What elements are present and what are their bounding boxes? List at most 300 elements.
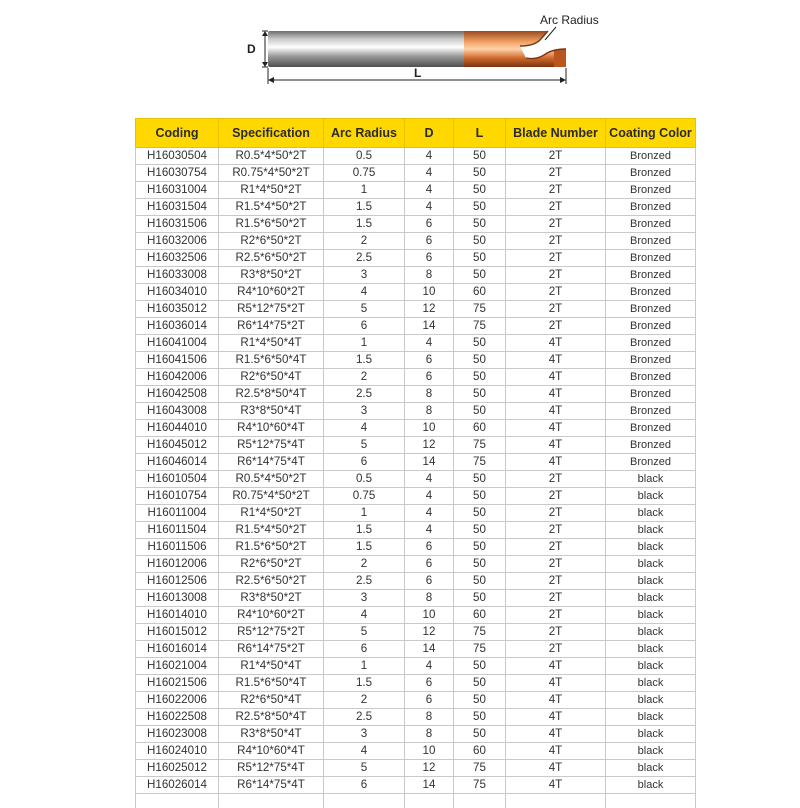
cell-d: 4 (405, 505, 454, 522)
cell-specification: R6*14*75*2T (219, 641, 324, 658)
cell-l: 50 (454, 522, 506, 539)
cell-l: 50 (454, 709, 506, 726)
cell-blade-number: 2T (506, 539, 606, 556)
cell-arc-radius: 6 (324, 318, 405, 335)
cell-arc-radius: 1 (324, 182, 405, 199)
cell-coding: H16043008 (136, 403, 219, 420)
table-row (136, 165, 696, 182)
cell-d: 4 (405, 165, 454, 182)
cell-blade-number: 2T (506, 301, 606, 318)
cell-d: 8 (405, 267, 454, 284)
table-row (136, 726, 696, 743)
cell-l: 75 (454, 641, 506, 658)
cell-arc-radius: 2.5 (324, 250, 405, 267)
cell-empty (219, 794, 324, 808)
cell-l: 50 (454, 199, 506, 216)
table-row (136, 267, 696, 284)
cell-coating-color: black (606, 709, 696, 726)
header-d: D (405, 119, 454, 148)
cell-specification: R1*4*50*2T (219, 182, 324, 199)
cell-specification: R5*12*75*4T (219, 760, 324, 777)
table-header-row (136, 119, 696, 148)
cell-arc-radius: 6 (324, 777, 405, 794)
cell-coating-color: Bronzed (606, 386, 696, 403)
cell-l: 50 (454, 590, 506, 607)
cell-blade-number: 2T (506, 624, 606, 641)
table-row (136, 743, 696, 760)
cell-arc-radius: 5 (324, 624, 405, 641)
cell-blade-number: 2T (506, 199, 606, 216)
cell-blade-number: 2T (506, 471, 606, 488)
cell-coating-color: Bronzed (606, 284, 696, 301)
table-row (136, 488, 696, 505)
cell-l: 75 (454, 624, 506, 641)
cell-l: 50 (454, 403, 506, 420)
cell-l: 60 (454, 420, 506, 437)
cell-specification: R1*4*50*4T (219, 658, 324, 675)
cell-coating-color: Bronzed (606, 437, 696, 454)
table-row (136, 556, 696, 573)
table-row (136, 675, 696, 692)
cell-blade-number: 4T (506, 437, 606, 454)
cell-d: 14 (405, 641, 454, 658)
cell-specification: R6*14*75*2T (219, 318, 324, 335)
cell-empty (506, 794, 606, 808)
table-row (136, 199, 696, 216)
cell-coding: H16031506 (136, 216, 219, 233)
cell-coding: H16015012 (136, 624, 219, 641)
cell-arc-radius: 2 (324, 369, 405, 386)
cell-specification: R2.5*6*50*2T (219, 250, 324, 267)
cell-blade-number: 4T (506, 709, 606, 726)
cell-d: 6 (405, 352, 454, 369)
cell-coding: H16026014 (136, 777, 219, 794)
arc-radius-label: Arc Radius (540, 13, 599, 27)
cell-coating-color: Bronzed (606, 267, 696, 284)
table-row (136, 454, 696, 471)
cell-l: 50 (454, 573, 506, 590)
cell-l: 60 (454, 284, 506, 301)
table-row (136, 692, 696, 709)
cell-d: 6 (405, 369, 454, 386)
cell-coating-color: Bronzed (606, 369, 696, 386)
cell-arc-radius: 2 (324, 692, 405, 709)
header-coding: Coding (136, 119, 219, 148)
cell-d: 4 (405, 199, 454, 216)
cell-blade-number: 2T (506, 556, 606, 573)
cell-blade-number: 2T (506, 590, 606, 607)
cell-specification: R1.5*4*50*2T (219, 522, 324, 539)
cell-coating-color: Bronzed (606, 454, 696, 471)
cell-coating-color: black (606, 675, 696, 692)
cell-coating-color: black (606, 539, 696, 556)
cell-coating-color: black (606, 573, 696, 590)
cell-arc-radius: 2.5 (324, 386, 405, 403)
cell-coding: H16041506 (136, 352, 219, 369)
cell-d: 8 (405, 709, 454, 726)
cell-coating-color: black (606, 505, 696, 522)
cell-d: 4 (405, 182, 454, 199)
table-row (136, 250, 696, 267)
cell-specification: R2.5*8*50*4T (219, 386, 324, 403)
cell-arc-radius: 6 (324, 454, 405, 471)
cell-coating-color: black (606, 743, 696, 760)
cell-l: 50 (454, 216, 506, 233)
cell-specification: R1.5*6*50*4T (219, 352, 324, 369)
cell-d: 8 (405, 386, 454, 403)
cell-coding: H16022006 (136, 692, 219, 709)
cell-d: 4 (405, 148, 454, 165)
cell-specification: R6*14*75*4T (219, 777, 324, 794)
cell-arc-radius: 3 (324, 590, 405, 607)
cell-blade-number: 4T (506, 403, 606, 420)
header-l: L (454, 119, 506, 148)
cell-coding: H16031504 (136, 199, 219, 216)
cell-d: 4 (405, 658, 454, 675)
cell-arc-radius: 0.5 (324, 148, 405, 165)
cell-coating-color: Bronzed (606, 352, 696, 369)
cell-d: 6 (405, 233, 454, 250)
cell-l: 50 (454, 488, 506, 505)
cell-l: 50 (454, 556, 506, 573)
table-row (136, 437, 696, 454)
cell-blade-number: 2T (506, 318, 606, 335)
cell-specification: R2.5*8*50*4T (219, 709, 324, 726)
cell-coding: H16042508 (136, 386, 219, 403)
cell-blade-number: 2T (506, 607, 606, 624)
cell-l: 50 (454, 675, 506, 692)
cell-blade-number: 2T (506, 165, 606, 182)
table-row (136, 641, 696, 658)
cell-coating-color: black (606, 488, 696, 505)
cell-arc-radius: 4 (324, 743, 405, 760)
cell-specification: R3*8*50*2T (219, 590, 324, 607)
cell-specification: R2*6*50*2T (219, 556, 324, 573)
table-row (136, 182, 696, 199)
cell-coding: H16022508 (136, 709, 219, 726)
header-arc-radius: Arc Radius (324, 119, 405, 148)
cell-blade-number: 2T (506, 267, 606, 284)
cell-arc-radius: 3 (324, 403, 405, 420)
cell-specification: R1.5*6*50*2T (219, 539, 324, 556)
cell-blade-number: 4T (506, 386, 606, 403)
cell-arc-radius: 4 (324, 284, 405, 301)
cell-arc-radius: 1 (324, 658, 405, 675)
cell-coding: H16010504 (136, 471, 219, 488)
table-row (136, 216, 696, 233)
cell-coding: H16011004 (136, 505, 219, 522)
cell-arc-radius: 4 (324, 420, 405, 437)
cell-arc-radius: 1.5 (324, 216, 405, 233)
cell-coating-color: Bronzed (606, 199, 696, 216)
cell-specification: R4*10*60*4T (219, 420, 324, 437)
cell-l: 75 (454, 454, 506, 471)
cell-arc-radius: 6 (324, 641, 405, 658)
cell-l: 50 (454, 182, 506, 199)
table-row (136, 318, 696, 335)
cell-arc-radius: 4 (324, 607, 405, 624)
cell-d: 14 (405, 777, 454, 794)
table-row (136, 624, 696, 641)
cell-d: 8 (405, 590, 454, 607)
cell-l: 50 (454, 369, 506, 386)
cell-empty (324, 794, 405, 808)
cell-arc-radius: 2.5 (324, 709, 405, 726)
cell-specification: R1*4*50*4T (219, 335, 324, 352)
cell-coding: H16013008 (136, 590, 219, 607)
cell-coating-color: Bronzed (606, 403, 696, 420)
cell-d: 4 (405, 488, 454, 505)
d-label: D (247, 42, 256, 56)
table-row (136, 607, 696, 624)
table-row (136, 590, 696, 607)
cell-specification: R1.5*6*50*2T (219, 216, 324, 233)
cell-d: 14 (405, 454, 454, 471)
tool-cutting-head (464, 31, 566, 67)
cell-coding: H16012006 (136, 556, 219, 573)
cell-l: 50 (454, 471, 506, 488)
cell-coding: H16011506 (136, 539, 219, 556)
cell-l: 60 (454, 743, 506, 760)
cell-blade-number: 2T (506, 216, 606, 233)
cell-blade-number: 2T (506, 284, 606, 301)
cell-specification: R0.5*4*50*2T (219, 471, 324, 488)
cell-blade-number: 4T (506, 760, 606, 777)
cell-d: 6 (405, 573, 454, 590)
cell-d: 6 (405, 250, 454, 267)
cell-coding: H16041004 (136, 335, 219, 352)
cell-arc-radius: 2 (324, 233, 405, 250)
cell-coating-color: Bronzed (606, 420, 696, 437)
cell-coating-color: black (606, 777, 696, 794)
cell-specification: R3*8*50*2T (219, 267, 324, 284)
cell-specification: R6*14*75*4T (219, 454, 324, 471)
cell-l: 60 (454, 607, 506, 624)
cell-coding: H16042006 (136, 369, 219, 386)
end-mill-diagram (0, 0, 800, 110)
cell-l: 50 (454, 658, 506, 675)
cell-d: 12 (405, 624, 454, 641)
cell-blade-number: 4T (506, 692, 606, 709)
cell-d: 10 (405, 284, 454, 301)
cell-coating-color: Bronzed (606, 165, 696, 182)
cell-specification: R0.75*4*50*2T (219, 165, 324, 182)
cell-coding: H16010754 (136, 488, 219, 505)
cell-l: 75 (454, 760, 506, 777)
cell-coating-color: Bronzed (606, 148, 696, 165)
cell-arc-radius: 3 (324, 726, 405, 743)
table-row (136, 471, 696, 488)
cell-l: 75 (454, 777, 506, 794)
cell-l: 75 (454, 318, 506, 335)
header-specification: Specification (219, 119, 324, 148)
cell-d: 8 (405, 726, 454, 743)
cell-coding: H16030504 (136, 148, 219, 165)
cell-specification: R4*10*60*2T (219, 607, 324, 624)
cell-blade-number: 4T (506, 420, 606, 437)
cell-specification: R2*6*50*2T (219, 233, 324, 250)
cell-d: 14 (405, 318, 454, 335)
cell-l: 50 (454, 352, 506, 369)
cell-coding: H16036014 (136, 318, 219, 335)
cell-blade-number: 4T (506, 726, 606, 743)
table-row (136, 709, 696, 726)
cell-coating-color: Bronzed (606, 318, 696, 335)
cell-specification: R3*8*50*4T (219, 403, 324, 420)
cell-blade-number: 4T (506, 454, 606, 471)
table-row (136, 369, 696, 386)
cell-empty (405, 794, 454, 808)
cell-specification: R1.5*6*50*4T (219, 675, 324, 692)
cell-l: 50 (454, 165, 506, 182)
table-row (136, 420, 696, 437)
table-row-empty (136, 794, 696, 808)
cell-l: 75 (454, 301, 506, 318)
cell-d: 12 (405, 301, 454, 318)
table-row (136, 148, 696, 165)
cell-d: 10 (405, 607, 454, 624)
cell-d: 12 (405, 437, 454, 454)
cell-specification: R4*10*60*4T (219, 743, 324, 760)
cell-blade-number: 2T (506, 233, 606, 250)
cell-specification: R5*12*75*2T (219, 301, 324, 318)
table-row (136, 335, 696, 352)
cell-coding: H16024010 (136, 743, 219, 760)
cell-coating-color: black (606, 658, 696, 675)
cell-blade-number: 2T (506, 505, 606, 522)
cell-specification: R3*8*50*4T (219, 726, 324, 743)
cell-l: 50 (454, 386, 506, 403)
cell-specification: R0.75*4*50*2T (219, 488, 324, 505)
table-row (136, 539, 696, 556)
cell-coating-color: black (606, 726, 696, 743)
cell-coding: H16044010 (136, 420, 219, 437)
cell-arc-radius: 1.5 (324, 675, 405, 692)
cell-specification: R5*12*75*2T (219, 624, 324, 641)
cell-arc-radius: 2.5 (324, 573, 405, 590)
cell-d: 8 (405, 403, 454, 420)
cell-arc-radius: 1 (324, 505, 405, 522)
cell-empty (606, 794, 696, 808)
cell-coating-color: Bronzed (606, 182, 696, 199)
cell-coating-color: black (606, 471, 696, 488)
cell-l: 50 (454, 539, 506, 556)
cell-d: 6 (405, 692, 454, 709)
specification-table (135, 118, 696, 808)
table-row (136, 403, 696, 420)
cell-l: 50 (454, 726, 506, 743)
cell-d: 6 (405, 216, 454, 233)
cell-l: 50 (454, 233, 506, 250)
cell-blade-number: 2T (506, 182, 606, 199)
cell-arc-radius: 5 (324, 437, 405, 454)
cell-arc-radius: 1 (324, 335, 405, 352)
cell-blade-number: 2T (506, 573, 606, 590)
cell-arc-radius: 0.5 (324, 471, 405, 488)
cell-coding: H16016014 (136, 641, 219, 658)
cell-specification: R1*4*50*2T (219, 505, 324, 522)
table-row (136, 505, 696, 522)
cell-coding: H16035012 (136, 301, 219, 318)
cell-coating-color: Bronzed (606, 335, 696, 352)
table-row (136, 301, 696, 318)
cell-arc-radius: 1.5 (324, 522, 405, 539)
cell-coding: H16021506 (136, 675, 219, 692)
cell-blade-number: 4T (506, 743, 606, 760)
cell-arc-radius: 2 (324, 556, 405, 573)
d-dimension (262, 31, 268, 67)
cell-d: 10 (405, 420, 454, 437)
tool-shank (268, 31, 468, 67)
cell-coding: H16033008 (136, 267, 219, 284)
cell-l: 75 (454, 437, 506, 454)
cell-coating-color: black (606, 641, 696, 658)
cell-arc-radius: 1.5 (324, 539, 405, 556)
cell-d: 4 (405, 471, 454, 488)
l-label: L (414, 66, 421, 80)
cell-coding: H16032006 (136, 233, 219, 250)
cell-blade-number: 4T (506, 675, 606, 692)
cell-blade-number: 2T (506, 250, 606, 267)
table-row (136, 233, 696, 250)
cell-d: 12 (405, 760, 454, 777)
cell-d: 6 (405, 539, 454, 556)
cell-l: 50 (454, 148, 506, 165)
cell-coating-color: black (606, 624, 696, 641)
cell-arc-radius: 1.5 (324, 352, 405, 369)
table-row (136, 522, 696, 539)
table-row (136, 760, 696, 777)
table-row (136, 777, 696, 794)
cell-specification: R0.5*4*50*2T (219, 148, 324, 165)
cell-coding: H16034010 (136, 284, 219, 301)
cell-coding: H16023008 (136, 726, 219, 743)
cell-l: 50 (454, 335, 506, 352)
cell-specification: R2.5*6*50*2T (219, 573, 324, 590)
cell-d: 4 (405, 335, 454, 352)
cell-specification: R5*12*75*4T (219, 437, 324, 454)
header-blade-number: Blade Number (506, 119, 606, 148)
cell-coding: H16046014 (136, 454, 219, 471)
table-row (136, 573, 696, 590)
cell-coating-color: black (606, 590, 696, 607)
header-coating-color: Coating Color (606, 119, 696, 148)
cell-coding: H16012506 (136, 573, 219, 590)
cell-coding: H16032506 (136, 250, 219, 267)
cell-d: 6 (405, 556, 454, 573)
cell-d: 10 (405, 743, 454, 760)
cell-coating-color: black (606, 556, 696, 573)
cell-coating-color: black (606, 692, 696, 709)
table-row (136, 352, 696, 369)
cell-coating-color: Bronzed (606, 250, 696, 267)
cell-arc-radius: 5 (324, 301, 405, 318)
cell-l: 50 (454, 692, 506, 709)
cell-coding: H16011504 (136, 522, 219, 539)
cell-arc-radius: 1.5 (324, 199, 405, 216)
cell-arc-radius: 0.75 (324, 488, 405, 505)
cell-coding: H16045012 (136, 437, 219, 454)
cell-l: 50 (454, 250, 506, 267)
cell-blade-number: 4T (506, 335, 606, 352)
cell-coding: H16025012 (136, 760, 219, 777)
cell-coating-color: black (606, 607, 696, 624)
cell-l: 50 (454, 267, 506, 284)
cell-coating-color: black (606, 760, 696, 777)
cell-coding: H16030754 (136, 165, 219, 182)
cell-blade-number: 2T (506, 641, 606, 658)
cell-blade-number: 2T (506, 522, 606, 539)
